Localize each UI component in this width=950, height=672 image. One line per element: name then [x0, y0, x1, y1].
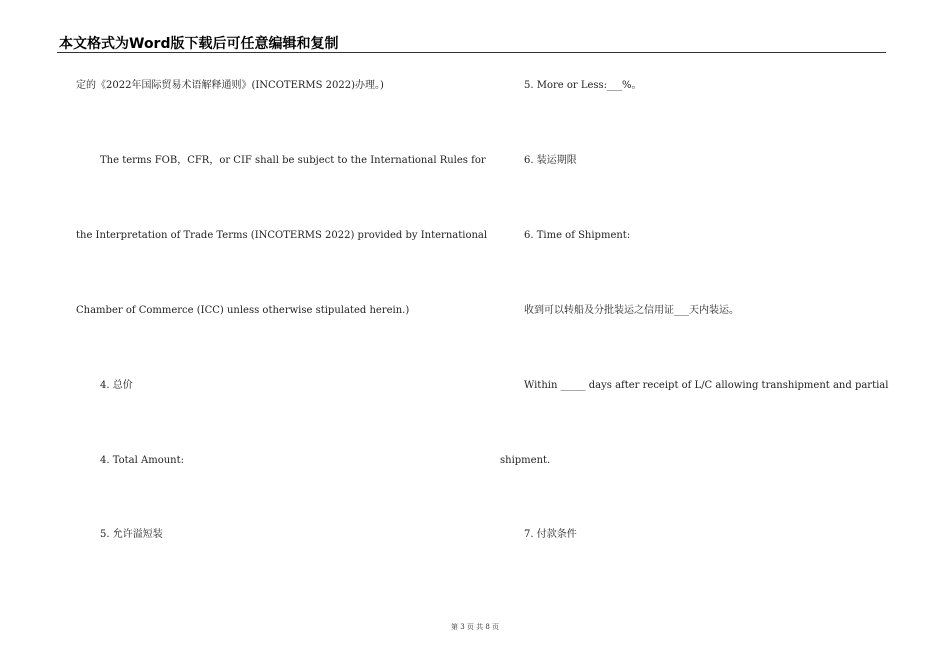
page-number-footer: 第 3 页 共 8 页 — [450, 623, 500, 631]
right-line-2: 6. 装运期限 — [524, 155, 577, 166]
right-line-1: 5. More or Less:___%。 — [524, 80, 642, 91]
left-line-7: 5. 允许溢短装 — [100, 529, 163, 540]
left-line-5: 4. 总价 — [100, 380, 133, 391]
right-line-3: 6. Time of Shipment: — [524, 230, 631, 241]
header-divider — [57, 52, 886, 53]
right-line-7: 7. 付款条件 — [524, 529, 577, 540]
left-line-1: 定的《2022年国际贸易术语解释通则》(INCOTERMS 2022)办理。) — [76, 80, 384, 91]
left-line-3: the Interpretation of Trade Terms (INCOTERMS 2022) provided by International — [76, 230, 488, 241]
left-line-2: The terms FOB，CFR，or CIF shall be subject to the International Rules for — [100, 155, 486, 166]
right-line-6: shipment. — [500, 455, 551, 466]
right-line-4: 收到可以转船及分批装运之信用证___天内装运。 — [524, 305, 739, 316]
right-line-5: Within _____ days after receipt of L/C allowing transhipment and partial — [524, 380, 889, 391]
left-line-6: 4. Total Amount: — [100, 455, 184, 466]
left-line-4: Chamber of Commerce (ICC) unless otherwise stipulated herein.) — [76, 305, 410, 316]
page-header-title: 本文格式为Word版下载后可任意编辑和复制 — [59, 36, 339, 52]
